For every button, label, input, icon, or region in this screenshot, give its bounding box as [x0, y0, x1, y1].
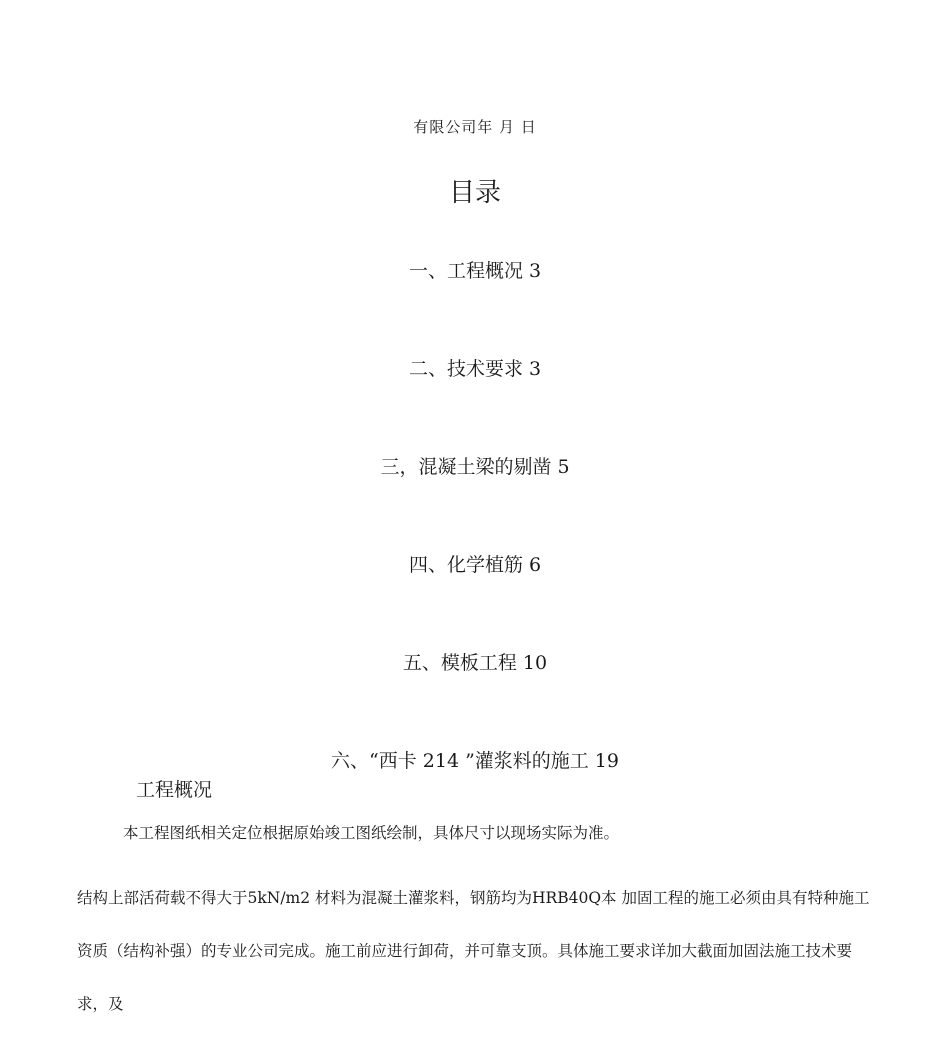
toc-item-label: 一、工程概况	[408, 260, 523, 282]
toc-item-page: 3	[528, 260, 542, 282]
toc-item-page: 3	[528, 358, 542, 380]
toc-item-page: 6	[528, 554, 542, 576]
toc-item-label: 六、“西卡 214 ”灌浆料的施工	[331, 750, 589, 772]
section-body	[77, 820, 877, 1031]
toc-item-page: 10	[522, 652, 548, 674]
toc-item[interactable]	[0, 648, 950, 746]
toc-title: 目录	[448, 178, 501, 208]
toc-item[interactable]	[0, 354, 950, 452]
toc-item-label: 二、技术要求	[408, 358, 523, 380]
body-paragraph: 本工程图纸相关定位根据原始竣工图纸绘制，具体尺寸以现场实际为准。	[123, 824, 620, 842]
toc-item-page: 19	[594, 750, 619, 772]
toc-item-label: 三，混凝土梁的剔凿	[380, 456, 552, 478]
body-paragraph: 结构上部活荷载不得大于5kN/m2 材料为混凝土灌浆料，钢筋均为HRB40Q本 加固工程的施工必须由具有特种施工资质（结构补强）的专业公司完成。施工前应进行卸荷，并可靠支顶。具体施工要求详加大截面加固法施工技术要求，及	[77, 889, 870, 1013]
toc-item[interactable]	[0, 452, 950, 550]
toc-item[interactable]	[0, 550, 950, 648]
toc-item-label: 四、化学植筋	[408, 554, 523, 576]
table-of-contents	[0, 256, 950, 844]
toc-item-page: 5	[557, 456, 570, 478]
toc-item-label: 五、模板工程	[402, 652, 517, 674]
section-heading: 工程概况	[136, 779, 213, 801]
company-date-line: 有限公司年 月 日	[413, 118, 537, 136]
toc-item[interactable]	[0, 256, 950, 354]
